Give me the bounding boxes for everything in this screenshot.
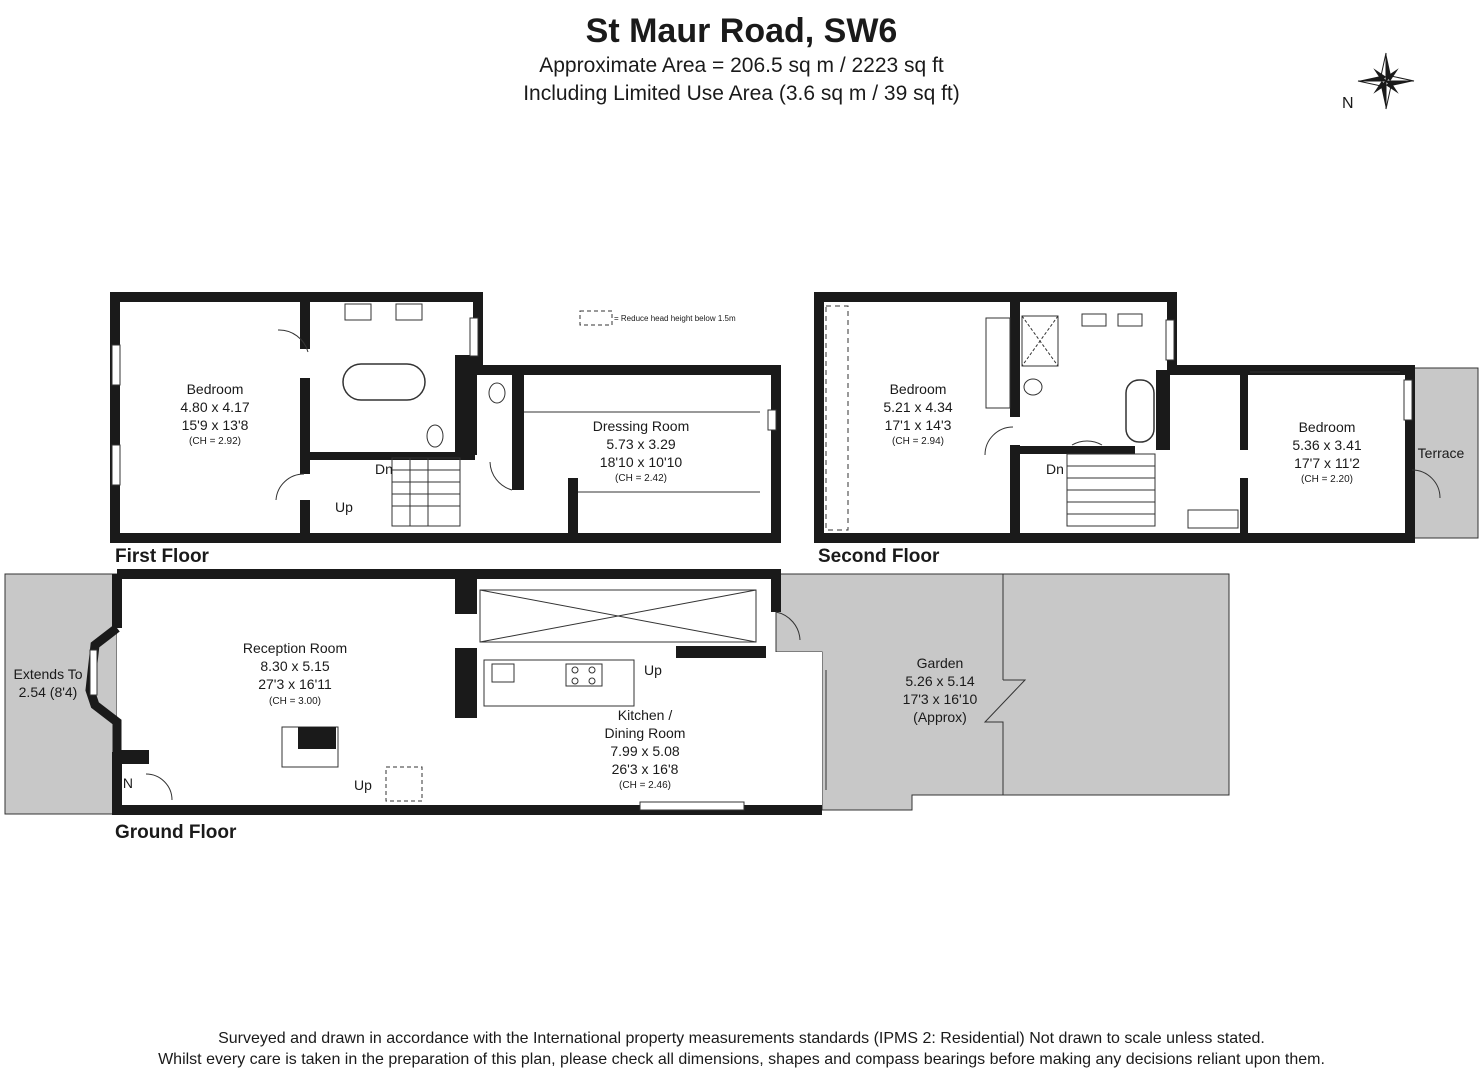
kitchen-metric: 7.99 x 5.08 xyxy=(610,743,680,759)
sf-bedroom2-name: Bedroom xyxy=(1298,419,1356,435)
terrace-label: Terrace xyxy=(1417,445,1465,461)
kitchen-ch: (CH = 2.46) xyxy=(619,780,671,791)
sf-bedroom1-metric: 5.21 x 4.34 xyxy=(883,399,953,415)
garden-note: (Approx) xyxy=(913,709,967,725)
ff-bedroom-metric: 4.80 x 4.17 xyxy=(180,399,250,415)
disclaimer-line2: Whilst every care is taken in the preparation of this plan, please check all dimensions, shapes and compass bearings before making any decisions reliant upon them. xyxy=(158,1051,1325,1068)
reception-metric: 8.30 x 5.15 xyxy=(260,658,330,674)
ff-bedroom-name: Bedroom xyxy=(186,381,244,397)
compass-north-label: N xyxy=(1342,95,1354,112)
disclaimer-line1: Surveyed and drawn in accordance with the International property measurements standards (IPMS 2: Residential) Not drawn to scale unless stated. xyxy=(218,1030,1265,1047)
dressing-room-ch: (CH = 2.42) xyxy=(615,473,667,484)
garden-metric: 5.26 x 5.14 xyxy=(905,673,975,689)
reception-imperial: 27'3 x 16'11 xyxy=(258,676,332,692)
limited-use-summary: Including Limited Use Area (3.6 sq m / 39 sq ft) xyxy=(523,82,960,105)
extends-line1: Extends To xyxy=(13,666,83,682)
disclaimer xyxy=(0,1028,1483,1070)
area-summary: Approximate Area = 206.5 sq m / 2223 sq ft xyxy=(539,54,944,77)
kitchen-imperial: 26'3 x 16'8 xyxy=(611,761,679,777)
sf-bedroom2-metric: 5.36 x 3.41 xyxy=(1292,437,1362,453)
ff-stairs-down-label: Dn xyxy=(375,461,393,477)
legend xyxy=(580,311,736,325)
dressing-room-name: Dressing Room xyxy=(592,418,690,434)
sf-bedroom2-ch: (CH = 2.20) xyxy=(1301,474,1353,485)
ff-stairs-up-label: Up xyxy=(335,499,353,515)
dressing-room-imperial: 18'10 x 10'10 xyxy=(599,454,683,470)
second-floor-label: Second Floor xyxy=(818,546,940,567)
garden-name: Garden xyxy=(916,655,964,671)
legend-label: = Reduce head height below 1.5m xyxy=(614,314,736,323)
entrance-label: IN xyxy=(119,775,133,791)
reception-ch: (CH = 3.00) xyxy=(269,696,321,707)
first-floor-label: First Floor xyxy=(115,546,209,567)
gf-kitchen-stairs-up-label: Up xyxy=(644,662,662,678)
dressing-room-metric: 5.73 x 3.29 xyxy=(606,436,676,452)
extends-line2: 2.54 (8'4) xyxy=(18,684,78,700)
garden-imperial: 17'3 x 16'10 xyxy=(902,691,978,707)
gf-hall-stairs-up-label: Up xyxy=(354,777,372,793)
sf-stairs-down-label: Dn xyxy=(1046,461,1064,477)
sf-bedroom2-imperial: 17'7 x 11'2 xyxy=(1294,455,1360,471)
kitchen-name-line2: Dining Room xyxy=(604,725,686,741)
sf-bedroom1-name: Bedroom xyxy=(889,381,947,397)
reception-name: Reception Room xyxy=(242,640,348,656)
ground-floor-label: Ground Floor xyxy=(115,822,237,843)
ff-bedroom-imperial: 15'9 x 13'8 xyxy=(181,417,249,433)
ff-bedroom-ch: (CH = 2.92) xyxy=(189,436,241,447)
sf-bedroom1-imperial: 17'1 x 14'3 xyxy=(884,417,952,433)
sf-bedroom1-ch: (CH = 2.94) xyxy=(892,436,944,447)
page-title: St Maur Road, SW6 xyxy=(585,12,898,50)
kitchen-name-line1: Kitchen / xyxy=(617,707,673,723)
ground-floor-plan xyxy=(5,574,1229,814)
